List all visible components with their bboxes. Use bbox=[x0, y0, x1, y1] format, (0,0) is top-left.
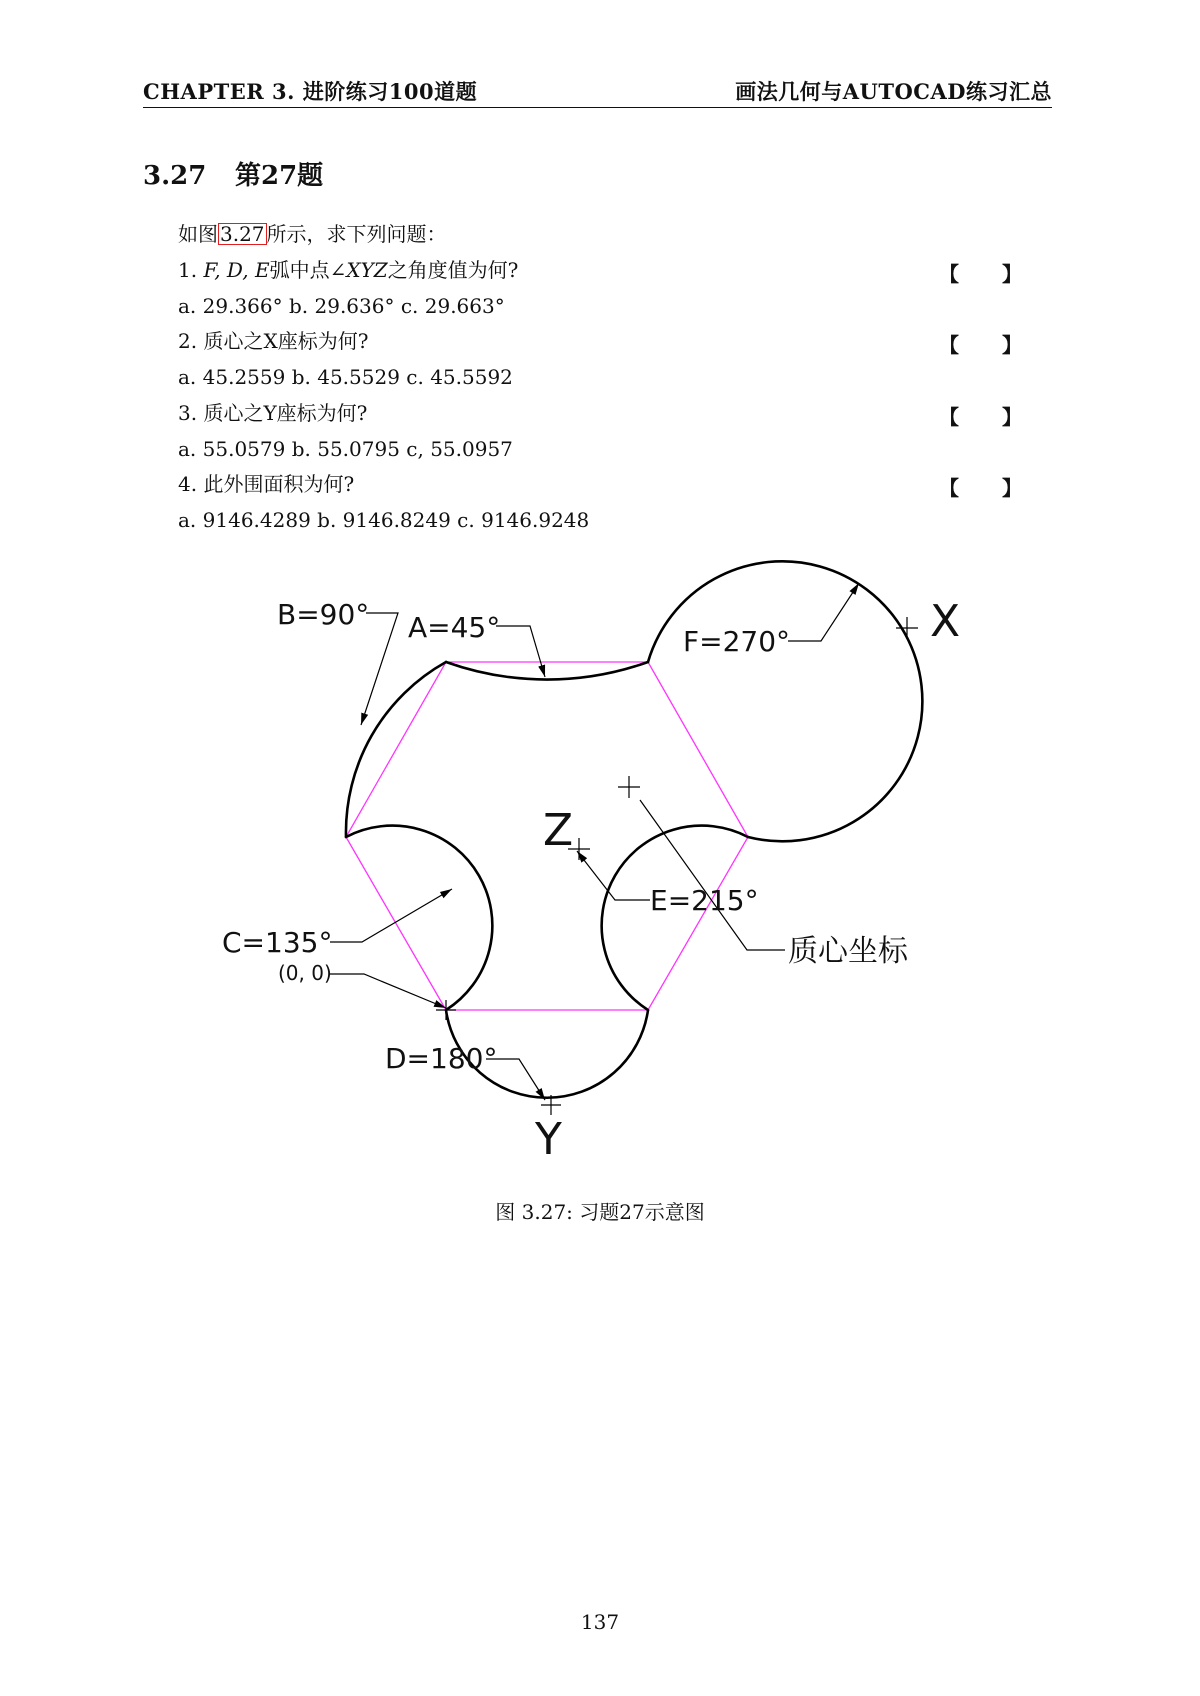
point-marker-X bbox=[896, 617, 918, 639]
label-origin: (0, 0) bbox=[278, 961, 332, 985]
intro-prefix: 如图 bbox=[178, 222, 218, 246]
leader-A bbox=[496, 626, 545, 677]
options-2: a. 45.2559 b. 45.5529 c. 45.5592 bbox=[178, 365, 513, 389]
label-X: X bbox=[930, 596, 961, 647]
answer-bracket-2[interactable]: 【 】 bbox=[939, 333, 1040, 357]
options-4: a. 9146.4289 b. 9146.8249 c. 9146.9248 bbox=[178, 508, 590, 532]
options-1: a. 29.366° b. 29.636° c. 29.663° bbox=[178, 294, 505, 318]
arc-A bbox=[446, 662, 648, 680]
intro-suffix: 所示，求下列问题： bbox=[266, 222, 447, 246]
question-number: 4. bbox=[178, 472, 204, 496]
question-math: XYZ bbox=[346, 258, 388, 282]
figure-caption: 图 3.27: 习题27示意图 bbox=[495, 1200, 705, 1224]
question-text: 质心之X座标为何? bbox=[203, 329, 369, 353]
options-3: a. 55.0579 b. 55.0795 c, 55.0957 bbox=[178, 437, 513, 461]
leader-centroid bbox=[640, 800, 785, 950]
question-text: 此外围面积为何? bbox=[203, 472, 355, 496]
point-marker-centroid bbox=[618, 776, 640, 798]
section-name: 第27题 bbox=[235, 161, 324, 191]
section-number: 3.27 bbox=[143, 161, 207, 191]
answer-bracket-3[interactable]: 【 】 bbox=[939, 405, 1040, 429]
question-math: F, D, E bbox=[203, 258, 270, 282]
question-number: 3. bbox=[178, 401, 204, 425]
figure-ref-link[interactable]: 3.27 bbox=[220, 222, 265, 246]
label-A: A=45° bbox=[408, 611, 501, 644]
question-text: 之角度值为何? bbox=[387, 258, 519, 282]
label-C: C=135° bbox=[222, 926, 333, 959]
question-number: 2. bbox=[178, 329, 204, 353]
arc-E bbox=[602, 826, 748, 1010]
leader-E bbox=[577, 851, 650, 900]
header-chapter: CHAPTER 3. 进阶练习100道题 bbox=[143, 79, 478, 104]
label-D: D=180° bbox=[385, 1042, 498, 1075]
question-text: 弧中点∠ bbox=[269, 258, 347, 282]
question-number: 1. bbox=[178, 258, 204, 282]
leader-F bbox=[788, 583, 859, 641]
point-marker-origin bbox=[436, 1000, 456, 1020]
page-number: 137 bbox=[580, 1610, 620, 1634]
label-E: E=215° bbox=[650, 884, 759, 917]
arc-F bbox=[648, 561, 922, 841]
label-centroid: 质心坐标 bbox=[788, 934, 908, 969]
label-Y: Y bbox=[535, 1114, 562, 1165]
answer-bracket-1[interactable]: 【 】 bbox=[939, 262, 1040, 286]
label-F: F=270° bbox=[683, 625, 791, 658]
arc-C bbox=[346, 826, 492, 1010]
question-text: 质心之Y座标为何? bbox=[203, 401, 368, 425]
label-B: B=90° bbox=[277, 598, 370, 631]
header-book-title: 画法几何与AUTOCAD练习汇总 bbox=[735, 79, 1052, 104]
label-Z: Z bbox=[543, 805, 574, 856]
answer-bracket-4[interactable]: 【 】 bbox=[939, 476, 1040, 500]
